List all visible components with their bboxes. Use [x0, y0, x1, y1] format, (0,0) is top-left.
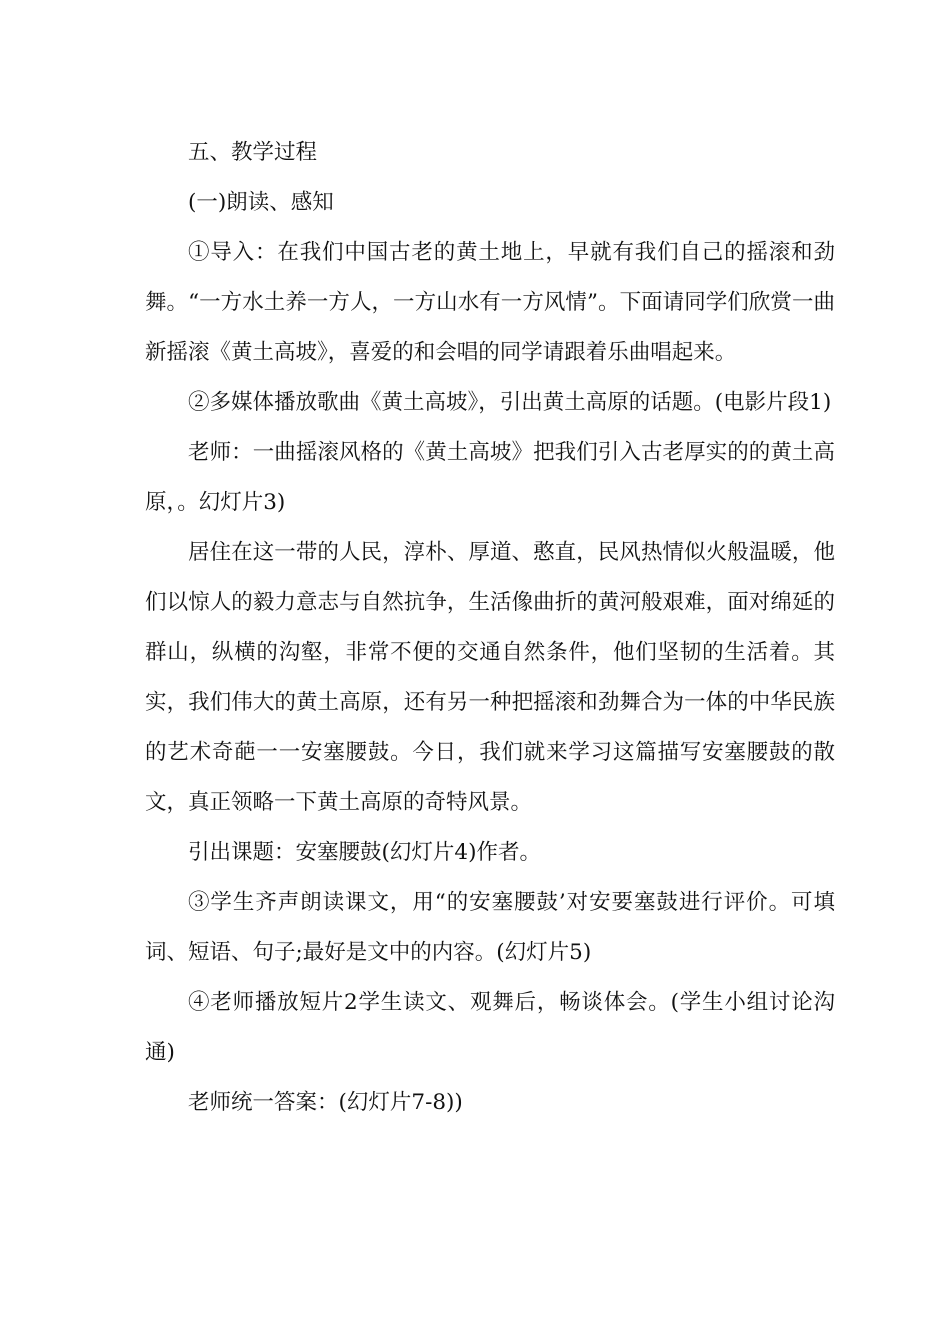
- paragraph-discussion: ④老师播放短片2学生读文、观舞后，畅谈体会。(学生小组讨论沟通): [145, 990, 835, 1065]
- paragraph-multimedia: ②多媒体播放歌曲《黄土高坡》，引出黄土高原的话题。(电影片段1): [188, 390, 832, 415]
- subsection-heading: (一)朗读、感知: [188, 190, 334, 215]
- paragraph-topic: 引出课题：安塞腰鼓(幻灯片4)作者。: [188, 840, 541, 865]
- paragraph-background: 居住在这一带的人民，淳朴、厚道、憨直，民风热情似火般温暖，他们以惊人的毅力意志与自然抗争，生活像曲折的黄河般艰难，面对绵延的群山，纵横的沟壑，非常不便的交通自然条件，他们坚韧的生活着。其实，我们伟大的黄土高原，还有另一种把摇滚和劲舞合为一体的中华民族的艺术奇葩一一安塞腰鼓。今日，我们就来学习这篇描写安塞腰鼓的散文，真正领略一下黄土高原的奇特风景。: [145, 540, 835, 815]
- paragraph-intro: ①导入：在我们中国古老的黄土地上，早就有我们自己的摇滚和劲舞。“一方水土养一方人，一方山水有一方风情”。下面请同学们欣赏一曲新摇滚《黄土高坡》，喜爱的和会唱的同学请跟着乐曲唱起来。: [145, 240, 835, 365]
- document-body: [145, 128, 835, 1128]
- paragraph-answer: 老师统一答案：(幻灯片7-8)): [188, 1090, 463, 1115]
- paragraph-reading: ③学生齐声朗读课文，用“的安塞腰鼓’对安要塞鼓进行评价。可填词、短语、句子;最好是文中的内容。(幻灯片5): [145, 890, 835, 965]
- section-heading: 五、教学过程: [188, 140, 318, 165]
- paragraph-teacher-remark: 老师：一曲摇滚风格的《黄土高坡》把我们引入古老厚实的的黄土高原，。幻灯片3): [145, 440, 835, 515]
